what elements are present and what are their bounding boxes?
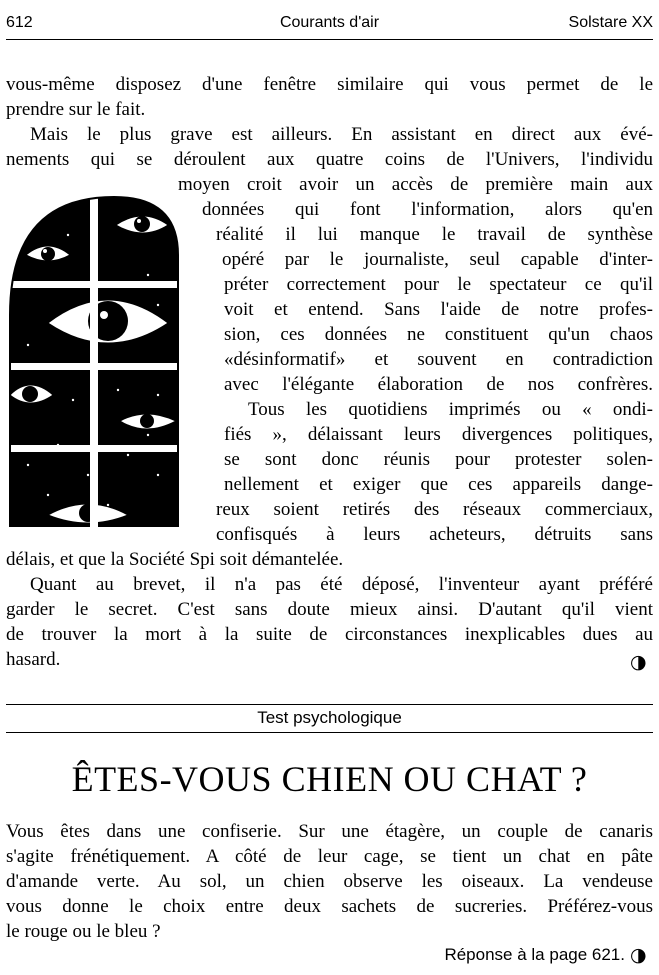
text-line: Tous les quotidiens imprimés ou « ondi- (248, 399, 653, 420)
header-rule (6, 39, 653, 40)
text-line: sion, ces données ne constituent qu'un chaos (224, 324, 653, 345)
text-line: réalité il lui manque le travail de synthèse (216, 224, 653, 245)
text-line: hasard. (6, 649, 61, 670)
text-line: vous donne le choix entre deux sachets de sucreries. Préférez-vous (6, 896, 653, 917)
text-line: fiés », délaissant leurs divergences politiques, (224, 424, 653, 445)
text-line: prendre sur le fait. (6, 99, 146, 120)
window-eyes-illustration (8, 195, 180, 527)
text-line: vous-même disposez d'une fenêtre similaire qui vous permet de le (6, 74, 653, 95)
text-line: Vous êtes dans une confiserie. Sur une étagère, un couple de canaris (6, 821, 653, 842)
text-line: voit et entend. Sans l'aide de notre profes- (224, 299, 653, 320)
article-bottom (6, 547, 653, 672)
text-line: données qui font l'information, alors qu'en (202, 199, 653, 220)
text-line: le rouge ou le bleu ? (6, 921, 161, 942)
text-line: se sont donc réunis pour protester solen- (224, 449, 653, 470)
text-line: Mais le plus grave est ailleurs. En assistant en direct aux évé- (30, 124, 653, 145)
section-title: Courants d'air (279, 14, 380, 31)
text-line: s'agite frénétiquement. A côté de leur cage, se tient un chat en pâte (6, 846, 653, 867)
text-line: avec l'élégante élaboration de nos confrères. (224, 374, 653, 395)
text-line: confisqués à leurs acheteurs, détruits sans (216, 524, 653, 545)
text-line: de trouver la mort à la suite de circonstances inexplicables dues au (6, 624, 653, 645)
text-line: d'amande verte. Au sol, un chien observe les oiseaux. La vendeuse (6, 871, 653, 892)
running-header (6, 14, 653, 40)
test-headline: ÊTES-VOUS CHIEN OU CHAT ? (71, 759, 588, 799)
article-top (6, 72, 653, 172)
page-number: 612 (6, 14, 33, 31)
text-line: nements qui se déroulent aux quatre coins de l'Univers, l'individu (6, 149, 653, 170)
text-line: nellement et exiger que ces appareils dange- (224, 474, 653, 495)
end-mark-icon: ◑ (630, 944, 647, 966)
text-line: opéré par le journaliste, seul capable d'inter- (222, 249, 653, 270)
test-body (6, 819, 653, 944)
text-line: Quant au brevet, il n'a pas été déposé, l'inventeur ayant préféré (30, 574, 653, 595)
illustration-signature: S.TENIER (140, 514, 173, 521)
section-rule-bottom (6, 732, 653, 733)
text-line: «désinformatif» et souvent en contradiction (224, 349, 653, 370)
text-line: délais, et que la Société Spi soit démantelée. (6, 549, 344, 570)
section-rule-top (6, 704, 653, 705)
text-line: reux soient retirés des réseaux commerciaux, (216, 499, 653, 520)
text-line: garder le secret. C'est sans doute mieux ainsi. D'autant qu'il vient (6, 599, 653, 620)
text-line: moyen croit avoir un accès de première main aux (178, 174, 653, 195)
issue-label: Solstare XX (568, 14, 653, 31)
answer-reference: Réponse à la page 621. (444, 945, 625, 964)
text-line: préter correctement pour le spectateur ce qu'il (224, 274, 653, 295)
end-mark-icon: ◑ (630, 651, 647, 673)
section-label: Test psychologique (257, 708, 402, 727)
